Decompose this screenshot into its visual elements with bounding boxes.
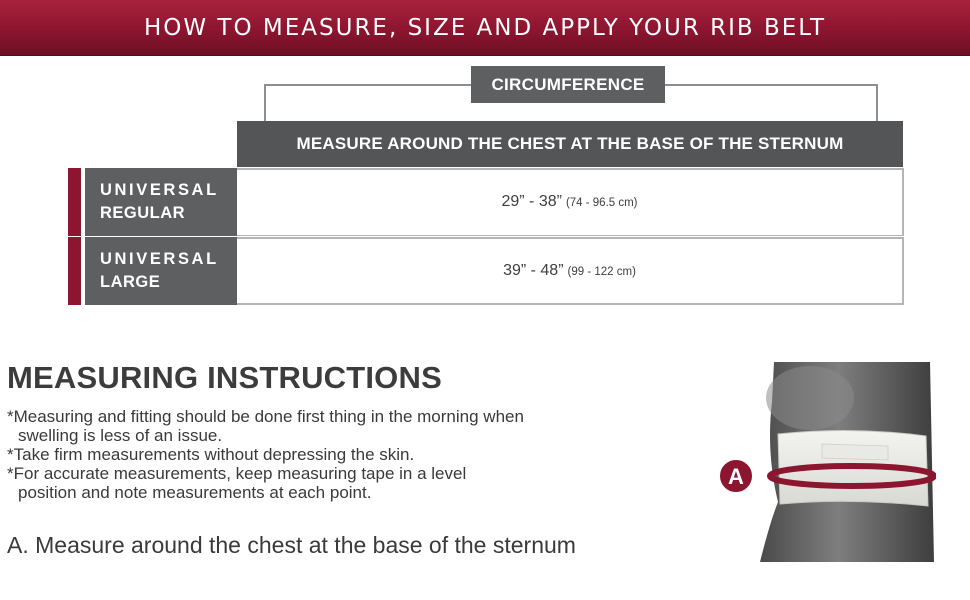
size-label [85,237,237,305]
instructions-heading: MEASURING INSTRUCTIONS [7,360,442,395]
instruction-line: position and note measurements at each point. [18,483,372,502]
marker-a-label: A [728,464,744,489]
size-range-cm: (74 - 96.5 cm) [565,197,638,209]
instruction-line: *Measuring and fitting should be done first thing in the morning when [7,407,524,426]
page-title: HOW TO MEASURE, SIZE AND APPLY YOUR RIB BELT [143,15,826,41]
size-label-line1: UNIVERSAL [100,181,219,199]
rib-belt-illustration [712,362,936,562]
belt-strap [822,444,888,460]
size-label-line1: UNIVERSAL [100,250,219,268]
size-row-regular [68,168,904,236]
chest-shape [766,366,854,430]
size-range-cell [237,237,904,305]
row-accent-bar [68,237,81,305]
size-range-inches: 29” - 38” [501,193,562,210]
circumference-label: CIRCUMFERENCE [471,66,665,103]
row-accent-bar [68,168,81,236]
size-label [85,168,237,236]
instruction-line: *Take firm measurements without depressing the skin. [7,445,415,464]
size-label-line2: REGULAR [100,204,186,222]
size-range-cm: (99 - 122 cm) [567,266,636,278]
instruction-line: swelling is less of an issue. [18,426,223,445]
size-range-cell [237,168,904,236]
step-a-text: A. Measure around the chest at the base of the sternum [7,532,576,558]
size-range-inches: 39” - 48” [503,262,564,279]
size-label-line2: LARGE [100,273,161,291]
instruction-line: *For accurate measurements, keep measuring tape in a level [7,464,467,483]
title-banner [0,0,970,56]
size-row-large [68,237,904,305]
measurement-column-header: MEASURE AROUND THE CHEST AT THE BASE OF THE STERNUM [237,121,903,167]
instructions-list [7,407,607,502]
